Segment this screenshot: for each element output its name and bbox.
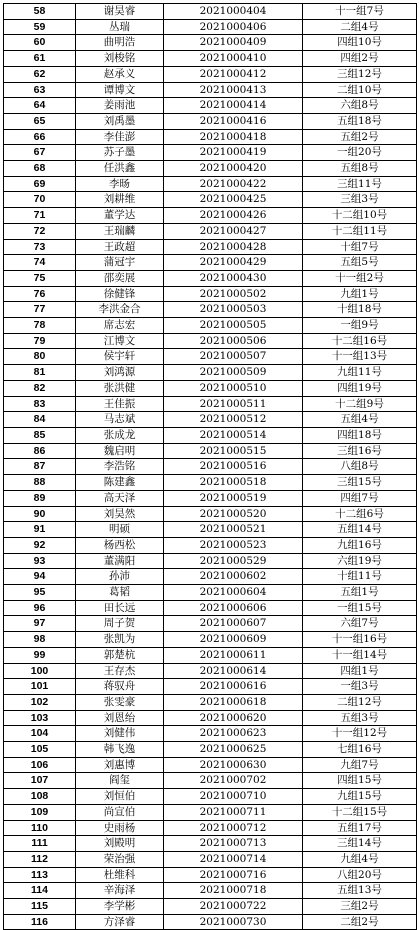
group-seat-cell: 三组14号 [303,836,417,852]
group-seat-cell: 五组1号 [303,585,417,601]
row-number-cell: 95 [4,585,76,601]
student-name-cell: 刘昊然 [76,506,164,522]
row-number-cell: 84 [4,412,76,428]
student-name-cell: 史雨杨 [76,820,164,836]
student-name-cell: 丛瑞 [76,19,164,35]
student-id-cell: 2021000611 [164,647,303,663]
student-name-cell: 高天泽 [76,490,164,506]
row-number-cell: 62 [4,66,76,82]
table-row [4,66,417,82]
student-id-cell: 2021000702 [164,773,303,789]
group-seat-cell: 五组2号 [303,129,417,145]
table-row [4,883,417,899]
row-number-cell: 60 [4,35,76,51]
group-seat-cell: 一组9号 [303,318,417,334]
table-row [4,412,417,428]
student-id-cell: 2021000529 [164,553,303,569]
student-id-cell: 2021000518 [164,475,303,491]
table-row [4,19,417,35]
row-number-cell: 58 [4,4,76,20]
row-number-cell: 61 [4,51,76,67]
student-name-cell: 席志宏 [76,318,164,334]
group-seat-cell: 四组7号 [303,490,417,506]
table-row [4,318,417,334]
student-name-cell: 姜雨池 [76,98,164,114]
table-row [4,742,417,758]
row-number-cell: 71 [4,208,76,224]
row-number-cell: 94 [4,569,76,585]
row-number-cell: 90 [4,506,76,522]
row-number-cell: 115 [4,899,76,915]
student-name-cell: 周子贺 [76,616,164,632]
row-number-cell: 91 [4,522,76,538]
student-id-cell: 2021000713 [164,836,303,852]
student-id-cell: 2021000520 [164,506,303,522]
student-name-cell: 刘恩绐 [76,710,164,726]
row-number-cell: 68 [4,161,76,177]
group-seat-cell: 三组16号 [303,443,417,459]
student-name-cell: 董满阳 [76,553,164,569]
group-seat-cell: 四组2号 [303,51,417,67]
student-id-cell: 2021000519 [164,490,303,506]
student-id-cell: 2021000514 [164,427,303,443]
group-seat-cell: 六组7号 [303,616,417,632]
group-seat-cell: 二组4号 [303,19,417,35]
row-number-cell: 98 [4,632,76,648]
student-id-cell: 2021000614 [164,663,303,679]
table-row [4,836,417,852]
group-seat-cell: 九组16号 [303,537,417,553]
student-name-cell: 郭楚杭 [76,647,164,663]
table-row [4,773,417,789]
row-number-cell: 74 [4,255,76,271]
group-seat-cell: 九组7号 [303,757,417,773]
row-number-cell: 100 [4,663,76,679]
student-name-cell: 侯宇轩 [76,349,164,365]
student-name-cell: 阎玺 [76,773,164,789]
student-id-cell: 2021000414 [164,98,303,114]
student-id-cell: 2021000428 [164,239,303,255]
table-row [4,757,417,773]
student-id-cell: 2021000607 [164,616,303,632]
group-seat-cell: 十二组16号 [303,333,417,349]
table-row [4,585,417,601]
row-number-cell: 83 [4,396,76,412]
row-number-cell: 88 [4,475,76,491]
group-seat-cell: 四组15号 [303,773,417,789]
table-row [4,255,417,271]
table-row [4,694,417,710]
table-row [4,98,417,114]
group-seat-cell: 五组17号 [303,820,417,836]
table-row [4,710,417,726]
row-number-cell: 106 [4,757,76,773]
student-name-cell: 任洪鑫 [76,161,164,177]
student-name-cell: 赵承义 [76,66,164,82]
table-row [4,804,417,820]
group-seat-cell: 十二组15号 [303,804,417,820]
table-row [4,51,417,67]
student-id-cell: 2021000506 [164,333,303,349]
table-row [4,820,417,836]
student-name-cell: 杨西松 [76,537,164,553]
table-row [4,569,417,585]
student-id-cell: 2021000429 [164,255,303,271]
table-row [4,663,417,679]
student-name-cell: 李学彬 [76,899,164,915]
student-name-cell: 曲明浩 [76,35,164,51]
student-name-cell: 魏启明 [76,443,164,459]
student-id-cell: 2021000625 [164,742,303,758]
student-id-cell: 2021000602 [164,569,303,585]
group-seat-cell: 九组11号 [303,365,417,381]
student-id-cell: 2021000523 [164,537,303,553]
row-number-cell: 103 [4,710,76,726]
student-name-cell: 徐健锋 [76,286,164,302]
table-row [4,208,417,224]
group-seat-cell: 十组11号 [303,569,417,585]
row-number-cell: 81 [4,365,76,381]
row-number-cell: 69 [4,176,76,192]
table-row [4,161,417,177]
group-seat-cell: 二组12号 [303,694,417,710]
student-name-cell: 刘梭铭 [76,51,164,67]
row-number-cell: 66 [4,129,76,145]
student-name-cell: 韩飞逸 [76,742,164,758]
row-number-cell: 113 [4,867,76,883]
row-number-cell: 111 [4,836,76,852]
group-seat-cell: 十二组6号 [303,506,417,522]
group-seat-cell: 四组10号 [303,35,417,51]
table-row [4,192,417,208]
student-name-cell: 李浩铭 [76,459,164,475]
student-id-cell: 2021000412 [164,66,303,82]
student-name-cell: 张凯为 [76,632,164,648]
table-row [4,302,417,318]
student-name-cell: 王政超 [76,239,164,255]
row-number-cell: 78 [4,318,76,334]
group-seat-cell: 三组12号 [303,66,417,82]
row-number-cell: 102 [4,694,76,710]
row-number-cell: 77 [4,302,76,318]
table-row [4,475,417,491]
group-seat-cell: 八组8号 [303,459,417,475]
student-id-cell: 2021000521 [164,522,303,538]
table-row [4,223,417,239]
student-id-cell: 2021000427 [164,223,303,239]
row-number-cell: 63 [4,82,76,98]
table-row [4,380,417,396]
row-number-cell: 107 [4,773,76,789]
student-id-cell: 2021000426 [164,208,303,224]
row-number-cell: 80 [4,349,76,365]
group-seat-cell: 四组19号 [303,380,417,396]
student-id-cell: 2021000618 [164,694,303,710]
table-row [4,914,417,930]
table-body [4,4,417,930]
student-name-cell: 谢昊睿 [76,4,164,20]
student-id-cell: 2021000511 [164,396,303,412]
student-id-cell: 2021000716 [164,867,303,883]
group-seat-cell: 一组20号 [303,145,417,161]
row-number-cell: 59 [4,19,76,35]
student-id-cell: 2021000718 [164,883,303,899]
group-seat-cell: 五组5号 [303,255,417,271]
group-seat-cell: 五组4号 [303,412,417,428]
group-seat-cell: 三组2号 [303,899,417,915]
student-name-cell: 刘惠博 [76,757,164,773]
group-seat-cell: 十二组9号 [303,396,417,412]
table-row [4,867,417,883]
table-row [4,851,417,867]
group-seat-cell: 三组3号 [303,192,417,208]
student-name-cell: 刘殿明 [76,836,164,852]
table-row [4,286,417,302]
student-name-cell: 蒲冠宇 [76,255,164,271]
student-id-cell: 2021000616 [164,679,303,695]
student-id-cell: 2021000425 [164,192,303,208]
row-number-cell: 73 [4,239,76,255]
student-name-cell: 董学达 [76,208,164,224]
row-number-cell: 114 [4,883,76,899]
student-id-cell: 2021000409 [164,35,303,51]
table-row [4,506,417,522]
group-seat-cell: 三组15号 [303,475,417,491]
group-seat-cell: 二组10号 [303,82,417,98]
table-row [4,129,417,145]
student-name-cell: 苏子墨 [76,145,164,161]
student-name-cell: 刘禹墨 [76,113,164,129]
group-seat-cell: 八组20号 [303,867,417,883]
row-number-cell: 112 [4,851,76,867]
table-row [4,522,417,538]
student-id-cell: 2021000419 [164,145,303,161]
table-row [4,176,417,192]
student-id-cell: 2021000416 [164,113,303,129]
row-number-cell: 75 [4,270,76,286]
student-id-cell: 2021000620 [164,710,303,726]
student-id-cell: 2021000722 [164,899,303,915]
student-id-cell: 2021000714 [164,851,303,867]
group-seat-cell: 六组8号 [303,98,417,114]
student-id-cell: 2021000604 [164,585,303,601]
table-row [4,490,417,506]
student-name-cell: 陈建鑫 [76,475,164,491]
student-name-cell: 刘健伟 [76,726,164,742]
student-name-cell: 邵奕展 [76,270,164,286]
student-name-cell: 张洪健 [76,380,164,396]
row-number-cell: 89 [4,490,76,506]
student-name-cell: 谭博文 [76,82,164,98]
student-id-cell: 2021000420 [164,161,303,177]
student-id-cell: 2021000609 [164,632,303,648]
group-seat-cell: 一组3号 [303,679,417,695]
group-seat-cell: 十组7号 [303,239,417,255]
student-name-cell: 蒋驭舟 [76,679,164,695]
table-row [4,82,417,98]
table-row [4,4,417,20]
student-name-cell: 张雯豪 [76,694,164,710]
row-number-cell: 85 [4,427,76,443]
group-seat-cell: 十二组10号 [303,208,417,224]
group-seat-cell: 十一组16号 [303,632,417,648]
group-seat-cell: 五组13号 [303,883,417,899]
student-name-cell: 葛韬 [76,585,164,601]
row-number-cell: 116 [4,914,76,930]
student-id-cell: 2021000503 [164,302,303,318]
student-name-cell: 刘耕维 [76,192,164,208]
student-name-cell: 李旸 [76,176,164,192]
row-number-cell: 105 [4,742,76,758]
group-seat-cell: 四组1号 [303,663,417,679]
table-row [4,443,417,459]
table-row [4,396,417,412]
row-number-cell: 97 [4,616,76,632]
row-number-cell: 101 [4,679,76,695]
table-row [4,537,417,553]
row-number-cell: 64 [4,98,76,114]
student-id-cell: 2021000413 [164,82,303,98]
row-number-cell: 96 [4,600,76,616]
student-id-cell: 2021000606 [164,600,303,616]
table-row [4,553,417,569]
student-name-cell: 方泽睿 [76,914,164,930]
table-row [4,726,417,742]
student-name-cell: 刘恒伯 [76,789,164,805]
student-id-cell: 2021000630 [164,757,303,773]
table-row [4,270,417,286]
row-number-cell: 99 [4,647,76,663]
row-number-cell: 104 [4,726,76,742]
row-number-cell: 110 [4,820,76,836]
group-seat-cell: 一组15号 [303,600,417,616]
student-id-cell: 2021000502 [164,286,303,302]
student-id-cell: 2021000505 [164,318,303,334]
group-seat-cell: 四组18号 [303,427,417,443]
table-row [4,459,417,475]
table-row [4,145,417,161]
row-number-cell: 108 [4,789,76,805]
student-id-cell: 2021000418 [164,129,303,145]
row-number-cell: 79 [4,333,76,349]
student-id-cell: 2021000510 [164,380,303,396]
table-row [4,239,417,255]
student-name-cell: 孙沛 [76,569,164,585]
student-id-cell: 2021000512 [164,412,303,428]
student-name-cell: 王存杰 [76,663,164,679]
table-row [4,632,417,648]
table-row [4,899,417,915]
student-name-cell: 田长远 [76,600,164,616]
row-number-cell: 92 [4,537,76,553]
row-number-cell: 67 [4,145,76,161]
student-name-cell: 李洪金合 [76,302,164,318]
student-id-cell: 2021000710 [164,789,303,805]
group-seat-cell: 九组4号 [303,851,417,867]
student-id-cell: 2021000730 [164,914,303,930]
table-row [4,679,417,695]
row-number-cell: 86 [4,443,76,459]
group-seat-cell: 五组18号 [303,113,417,129]
student-assignment-table [3,3,417,930]
row-number-cell: 65 [4,113,76,129]
table-row [4,600,417,616]
student-id-cell: 2021000509 [164,365,303,381]
student-name-cell: 刘鸿源 [76,365,164,381]
student-name-cell: 李佳澎 [76,129,164,145]
student-id-cell: 2021000515 [164,443,303,459]
student-name-cell: 辛海泽 [76,883,164,899]
row-number-cell: 109 [4,804,76,820]
row-number-cell: 87 [4,459,76,475]
table-row [4,427,417,443]
student-name-cell: 张成龙 [76,427,164,443]
student-id-cell: 2021000712 [164,820,303,836]
group-seat-cell: 五组14号 [303,522,417,538]
row-number-cell: 70 [4,192,76,208]
student-id-cell: 2021000711 [164,804,303,820]
table-row [4,349,417,365]
student-id-cell: 2021000410 [164,51,303,67]
student-name-cell: 荣治强 [76,851,164,867]
student-id-cell: 2021000516 [164,459,303,475]
student-id-cell: 2021000430 [164,270,303,286]
group-seat-cell: 九组15号 [303,789,417,805]
student-name-cell: 江博文 [76,333,164,349]
table-row [4,647,417,663]
table-row [4,789,417,805]
group-seat-cell: 五组8号 [303,161,417,177]
group-seat-cell: 十一组13号 [303,349,417,365]
row-number-cell: 76 [4,286,76,302]
row-number-cell: 93 [4,553,76,569]
group-seat-cell: 六组19号 [303,553,417,569]
student-name-cell: 马志斌 [76,412,164,428]
student-name-cell: 杜维科 [76,867,164,883]
group-seat-cell: 十一组14号 [303,647,417,663]
row-number-cell: 72 [4,223,76,239]
group-seat-cell: 五组3号 [303,710,417,726]
group-seat-cell: 十一组7号 [303,4,417,20]
student-id-cell: 2021000623 [164,726,303,742]
student-name-cell: 王瑞麟 [76,223,164,239]
table-row [4,365,417,381]
group-seat-cell: 十组18号 [303,302,417,318]
group-seat-cell: 二组2号 [303,914,417,930]
student-name-cell: 王佳振 [76,396,164,412]
group-seat-cell: 十二组11号 [303,223,417,239]
group-seat-cell: 九组1号 [303,286,417,302]
group-seat-cell: 十一组2号 [303,270,417,286]
row-number-cell: 82 [4,380,76,396]
table-row [4,333,417,349]
table-row [4,616,417,632]
group-seat-cell: 七组16号 [303,742,417,758]
student-id-cell: 2021000422 [164,176,303,192]
group-seat-cell: 三组11号 [303,176,417,192]
student-id-cell: 2021000404 [164,4,303,20]
student-name-cell: 尚宣伯 [76,804,164,820]
student-id-cell: 2021000507 [164,349,303,365]
table-row [4,35,417,51]
student-name-cell: 明硕 [76,522,164,538]
group-seat-cell: 十一组12号 [303,726,417,742]
table-row [4,113,417,129]
student-id-cell: 2021000406 [164,19,303,35]
